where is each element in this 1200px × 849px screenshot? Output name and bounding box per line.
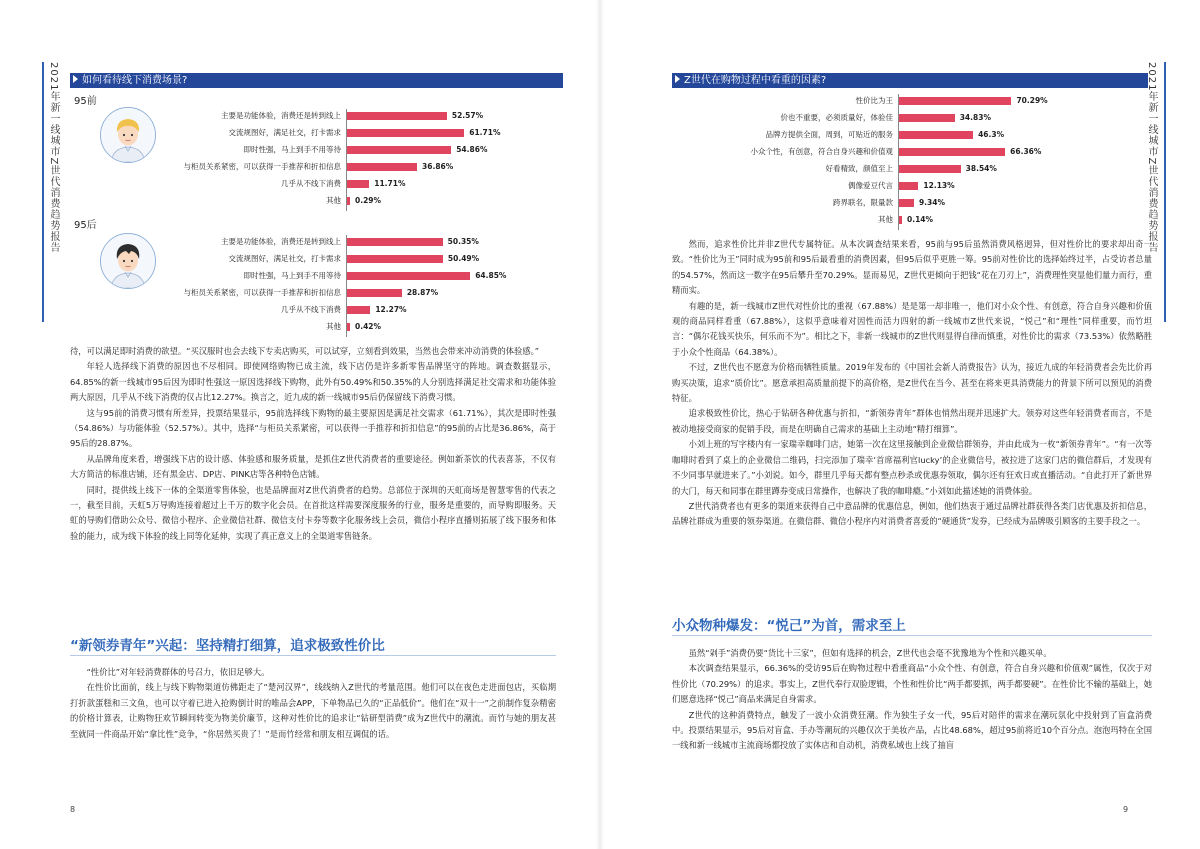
- chart-95-after-value: 0.42%: [355, 322, 382, 331]
- chart-95-after-value: 64.85%: [475, 271, 507, 280]
- chart-factors-label: 偶像爱豆代言: [848, 181, 893, 190]
- paragraph: 待，可以满足即时消费的欲望。“买汉服时也会去线下专卖店购买，可以试穿，立刻看到效果，当然也会带来冲动消费的体验感。”: [70, 346, 540, 356]
- paragraph: 本次调查结果显示，66.36%的受访95后在购物过程中看重商品“小众个性、有创意，符合自身兴趣和价值观”属性，仅次于对性价比（70.29%）的追求。事实上，Z世代奉行双脸逻辑，个性和性价比“两手都要抓，两手都要硬”。在性价比不输的基础上，她们愿意选择“悦己”商品来满足自身需求。: [672, 663, 1152, 705]
- left-side-text: 2021年新一线城市Z世代消费趋势报告: [48, 62, 59, 254]
- chart-factors-bar: [899, 114, 955, 122]
- chart-95-after-bar: [347, 255, 443, 263]
- paragraph: 这与95前的消费习惯有所差异，投票结果显示，95前选择线下购物的最主要原因是满足社交需求（61.71%），其次是即时性强（54.86%）与功能体验（52.57%）。其中，选择“与柜员关系紧密，可以获得一手推荐和折扣信息”的95前的占比是36.86%，高于95后的28.87%。: [70, 407, 556, 449]
- chart-95-after-label: 几乎从不线下消费: [281, 305, 341, 314]
- chart-factors-bar: [899, 97, 1011, 105]
- book-spine-shadow: [596, 0, 604, 849]
- group-label-95-after: 95后: [74, 220, 97, 231]
- chart-95-before-bar: [347, 197, 350, 205]
- page-number-right: 9: [1123, 805, 1129, 814]
- chart-factors-label: 小众个性，有创意，符合自身兴趣和价值观: [750, 147, 893, 156]
- chart-95-before-value: 54.86%: [456, 145, 488, 154]
- chart-95-before-label: 即时性强，马上到手不用等待: [243, 145, 341, 154]
- chart-95-after-bar: [347, 272, 470, 280]
- chart-factors-value: 66.36%: [1010, 147, 1042, 156]
- chart-factors-value: 46.3%: [978, 130, 1005, 139]
- right-body-text: [672, 237, 1152, 530]
- paragraph: 年轻人选择线下消费的原因也不尽相同。即使网络购物已成主流，线下店仍是许多新零售品牌坚守的阵地。调查数据显示，64.85%的新一线城市95后因为即时性强这一原因选择线下购物，此外有50.49%和50.35%的人分别选择满足社交需求和功能体验两大原因，几乎从不线下消费的仅占比12.27%。换言之，近九成的新一线城市95后仍保留线下消费习惯。: [70, 361, 556, 403]
- left-section-title: 如何看待线下消费场景?: [82, 75, 188, 86]
- left-heading-divider: [70, 655, 556, 656]
- chart-95-before-bar: [347, 163, 417, 171]
- chart-95-after-bar: [347, 306, 370, 314]
- paragraph: 不过，Z世代也不愿意为价格而牺牲质量。2019年发布的《中国社会新人消费报告》认为，接近九成的年轻消费者会先比价再购买决策，追求“质价比”。愿意承担高质量前提下的高价格，是Z世代在当今、甚至在将来更具消费能力的背景下所可以预见的消费特征。: [672, 362, 1152, 404]
- avatar-95-before-illustration: [101, 108, 155, 162]
- chart-factors-bar: [899, 216, 902, 224]
- chart-95-before-label: 几乎从不线下消费: [281, 179, 341, 188]
- chart-factors-label: 性价比为王: [855, 96, 893, 105]
- chart-factors-value: 0.14%: [907, 215, 934, 224]
- paragraph: 从品牌角度来看，增强线下店的设计感、体验感和服务质量，是抓住Z世代消费者的重要途径。例如新茶饮的代表喜茶，不仅有大方简洁的标准店铺，还有黑金店、DP店、PINK店等各种特色店铺。: [70, 453, 556, 480]
- right-section-title-bar: [672, 73, 1148, 88]
- paragraph: 然而，追求性价比并非Z世代专属特征。从本次调查结果来看，95前与95后虽然消费风格迥异，但对性价比的要求却出奇一致。“性价比为王”同时成为95前和95后最看重的消费因素，但95后似乎更胜一筹。95前对性价比的选择始终过半，占受访者总量的54.57%，然而这一数字在95后攀升至70.29%。显而易见，Z世代更倾向于把钱“花在刀刃上”，消费理性突显他们量力而行，重精而实。: [672, 239, 1152, 296]
- chart-95-before-label: 与柜员关系紧密，可以获得一手推荐和折扣信息: [183, 162, 341, 171]
- chart-factors-value: 12.13%: [923, 181, 955, 190]
- triangle-icon: [73, 75, 78, 83]
- left-body-text: [70, 344, 556, 544]
- chart-95-after-label: 即时性强，马上到手不用等待: [243, 271, 341, 280]
- chart-factors-value: 38.54%: [965, 164, 997, 173]
- chart-factors-value: 9.34%: [918, 198, 945, 207]
- paragraph: 小刘上班的写字楼内有一家瑞幸咖啡门店，她第一次在这里接触到企业微信群领券，并由此成为一枚“新领券青年”。“有一次等咖啡时看到了桌上的企业微信二维码，扫完添加了瑞幸‘首席福利官lucky’的企业微信号，被拉进了这家门店的微信群后，才发现有不少同事早就进来了。”小刘说。如今，群里几乎每天都有整点秒杀或优惠券领取，偶尔还有狂欢日或直播活动。“自此打开了新世界的大门，每天和同事在群里蹲券变成日常操作，也解决了我的咖啡瘾。”小刘如此描述她的消费体验。: [672, 439, 1152, 496]
- chart-factors-label: 跨界联名，限量款: [833, 198, 893, 207]
- chart-factors-value: 34.83%: [959, 113, 991, 122]
- left-body-text-2: [70, 665, 556, 742]
- right-section-title: Z世代在购物过程中看重的因素?: [684, 75, 827, 86]
- chart-95-after-value: 50.49%: [447, 254, 480, 263]
- chart-factors-label: 好看精致，颜值至上: [825, 164, 893, 173]
- chart-95-before-bar: [347, 129, 464, 137]
- chart-factors-bar: [899, 165, 961, 173]
- paragraph: “性价比”对年轻消费群体的号召力，依旧足够大。: [86, 667, 270, 677]
- page-number-left: 8: [70, 805, 76, 814]
- chart-factors-bar: [899, 131, 973, 139]
- right-section-heading: 小众物种爆发：“悦己”为首，需求至上: [672, 618, 906, 634]
- chart-95-before-bar: [347, 180, 369, 188]
- right-body-text-2: [672, 646, 1152, 754]
- chart-95-before-bar: [347, 146, 451, 154]
- chart-95-after-bar: [347, 323, 350, 331]
- chart-95-after-label: 其他: [326, 322, 341, 331]
- triangle-icon: [675, 75, 680, 83]
- chart-factors-value: 70.29%: [1016, 96, 1048, 105]
- chart-95-before-value: 52.57%: [451, 111, 484, 120]
- paragraph: Z世代的这种消费特点，触发了一波小众消费狂潮。作为独生子女一代，95后对陪伴的需求在潮玩氛化中投射到了盲盒消费中。投票结果显示，95后对盲盒、手办等潮玩的兴趣仅次于美妆产品，占比48.68%，超过95前将近10个百分点。泡泡玛特在全国一线和新一线城市主流商场都投放了实体店和自动机，消费私域也上线了抽盲: [672, 709, 1152, 751]
- chart-95-after-value: 12.27%: [375, 305, 407, 314]
- right-heading-divider: [672, 635, 1152, 636]
- paragraph: 同时，提供线上线下一体的全渠道零售体验，也是品牌面对Z世代消费者的趋势。总部位于深圳的天虹商场是智慧零售的代表之一，截至目前，天虹5万导购连接着超过上千万的数字化会员。在首批这样需要深度服务的行业，服务是重要的，而导购即服务。天虹的导购们借助公众号、微信小程序、企业微信社群、微信支付卡券等数字化服务线上会员，微信小程序直播则拓展了线下服务和体验的能力，成为线下体验的线上同等化延伸，实现了真正意义上的全渠道零售链条。: [70, 484, 556, 541]
- avatar-95-after: [100, 233, 156, 289]
- chart-factors-label: 价也不重要，必须质量好，体验佳: [780, 113, 893, 122]
- avatar-95-after-illustration: [101, 234, 155, 288]
- chart-factors-bar: [899, 182, 918, 190]
- chart-95-before-value: 11.71%: [374, 179, 406, 188]
- chart-95-after-value: 50.35%: [447, 237, 479, 246]
- paragraph: 追求极致性价比，热心于钻研各种优惠与折扣，“新领券青年”群体也悄然出现并迅速扩大。领券对这些年轻消费者而言，不是被动地接受商家的促销手段，而是在明确自己需求的基础上主动地“精打细算”。: [672, 408, 1152, 434]
- chart-95-after-value: 28.87%: [406, 288, 439, 297]
- chart-95-before-label: 交流规图好，满足社交，打卡需求: [228, 128, 341, 137]
- chart-95-after-label: 交流规图好，满足社交，打卡需求: [228, 254, 341, 263]
- chart-95-after-label: 主要是功能体验，消费还是转到线上: [221, 237, 341, 246]
- left-section-heading: “新领券青年”兴起：坚持精打细算，追求极致性价比: [70, 638, 385, 654]
- group-label-95-before: 95前: [74, 96, 97, 107]
- chart-95-after-bar: [347, 289, 402, 297]
- chart-95-before-label: 主要是功能体验，消费还是转到线上: [221, 111, 341, 120]
- chart-95-before-value: 36.86%: [422, 162, 454, 171]
- right-side-text: 2021年新一线城市Z世代消费趋势报告: [1146, 62, 1157, 254]
- chart-factors-bar: [899, 148, 1005, 156]
- paragraph: Z世代消费者也有更多的渠道来获得自己中意品牌的优惠信息，例如，他们热衷于通过品牌社群获得各类门店优惠及折扣信息，品牌社群成为重要的领券渠道。在微信群、微信小程序内对消费者喜爱的“硬通货”发券，已经成为品牌吸引顾客的主要手段之一。: [672, 500, 1152, 527]
- chart-factors-label: 品牌方提供全面，周到，可贴近的服务: [765, 130, 893, 139]
- paragraph: 虽然“剁手”消费仍要“货比十三家”，但如有选择的机会，Z世代也会毫不犹豫地为个性和兴趣买单。: [688, 648, 1052, 658]
- chart-95-after-bar: [347, 238, 443, 246]
- right-page: [600, 0, 1200, 849]
- chart-95-before-bar: [347, 112, 447, 120]
- chart-95-before-value: 0.29%: [355, 196, 382, 205]
- left-section-title-bar: [70, 73, 563, 88]
- avatar-95-before: [100, 107, 156, 163]
- chart-95-before-label: 其他: [326, 196, 341, 205]
- left-side-strip: [42, 62, 64, 322]
- chart-factors-label: 其他: [878, 215, 893, 224]
- chart-95-after-label: 与柜员关系紧密，可以获得一手推荐和折扣信息: [183, 288, 341, 297]
- chart-factors-bar: [899, 199, 914, 207]
- paragraph: 有趣的是，新一线城市Z世代对性价比的重视（67.88%）是是第一却非唯一，他们对小众个性、有创意，符合自身兴趣和价值观的商品同样看重（67.88%），这似乎意味着对因性而活力四射的新一线城市Z世代来说，“悦己”和“理性”同样重要，而竹坦言：“偶尔花钱买快乐，何乐而不为”。相比之下，非新一线城市的Z世代则显得自律而慎重，对性价比的需求（73.53%）依然略胜于小众个性商品（64.38%）。: [672, 300, 1152, 357]
- axis-95-after: [346, 235, 347, 337]
- right-side-strip: [1144, 62, 1166, 322]
- paragraph: 在性价比面前，线上与线下购物渠道仿佛距走了“楚河汉界”，线线纳入Z世代的考量范围。他们可以在夜色走进面包店，买临期打折款蛋糕和三文鱼，也可以守着已进入抢购倒计时的唯品会APP，下单物品已久的“正品低价”。他们在“双十一”之前制作复杂精密的价格计算表，让购物狂欢节瞬间转变为物美价廉节，这种对性价比的追求让“钻研型消费”成为Z世代中的潮流。而竹与她的朋友甚至就同一件商品开始“拿比性”竞争，“你居然买贵了！”是而竹经常和朋友相互调侃的话。: [70, 682, 556, 739]
- chart-95-before-value: 61.71%: [469, 128, 501, 137]
- axis-95-before: [346, 109, 347, 211]
